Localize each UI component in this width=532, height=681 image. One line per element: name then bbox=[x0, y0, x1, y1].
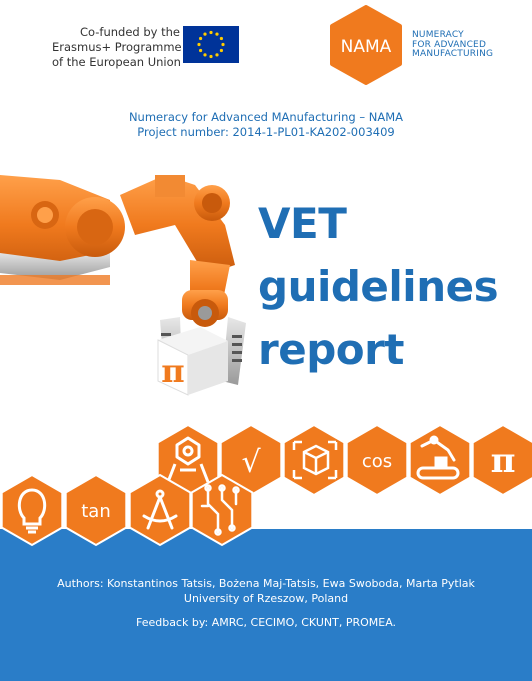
eu-funding-text bbox=[52, 25, 180, 70]
title-line-2: guidelines bbox=[258, 262, 499, 311]
nama-tagline bbox=[412, 31, 522, 60]
svg-text:√: √ bbox=[241, 445, 261, 480]
nama-tagline-2: FOR ADVANCED bbox=[412, 39, 487, 50]
icon-hexagon-strip bbox=[0, 405, 532, 565]
funding-line-3: of the European Union bbox=[52, 55, 181, 69]
affiliation-line: University of Rzeszow, Poland bbox=[183, 592, 349, 605]
svg-text:tan: tan bbox=[81, 501, 111, 522]
funding-line-2: Erasmus+ Programme bbox=[52, 40, 182, 54]
page-title bbox=[258, 192, 498, 381]
title-line-3: report bbox=[258, 325, 404, 374]
nama-logo bbox=[326, 5, 406, 85]
svg-text:π: π bbox=[490, 441, 516, 481]
cos-icon bbox=[347, 425, 408, 495]
robot-arm-icon bbox=[0, 155, 270, 400]
tan-icon bbox=[66, 475, 127, 545]
project-info bbox=[0, 110, 532, 140]
pi-icon bbox=[473, 425, 532, 495]
nama-logo-text: NAMA bbox=[340, 37, 392, 57]
3d-cube-icon bbox=[284, 425, 345, 495]
project-number: Project number: 2014-1-PL01-KA202-003409 bbox=[137, 125, 395, 139]
title-line-1: VET bbox=[258, 199, 347, 248]
lightbulb-icon bbox=[2, 475, 63, 545]
svg-text:π: π bbox=[161, 352, 185, 390]
svg-text:cos: cos bbox=[361, 451, 393, 472]
nama-tagline-1: NUMERACY bbox=[412, 30, 464, 40]
project-name: Numeracy for Advanced MAnufacturing – NAMA bbox=[128, 110, 404, 124]
eu-flag-icon bbox=[183, 26, 239, 63]
conveyor-robot-icon bbox=[410, 425, 471, 495]
feedback-line: Feedback by: AMRC, CECIMO, CKUNT, PROMEA. bbox=[135, 616, 397, 629]
funding-line-1: Co-funded by the bbox=[79, 25, 180, 39]
nama-tagline-3: MANUFACTURING bbox=[412, 49, 494, 59]
authors-line: Authors: Konstantinos Tatsis, Bożena Maj-Tatsis, Ewa Swoboda, Marta Pytlak bbox=[57, 577, 475, 590]
